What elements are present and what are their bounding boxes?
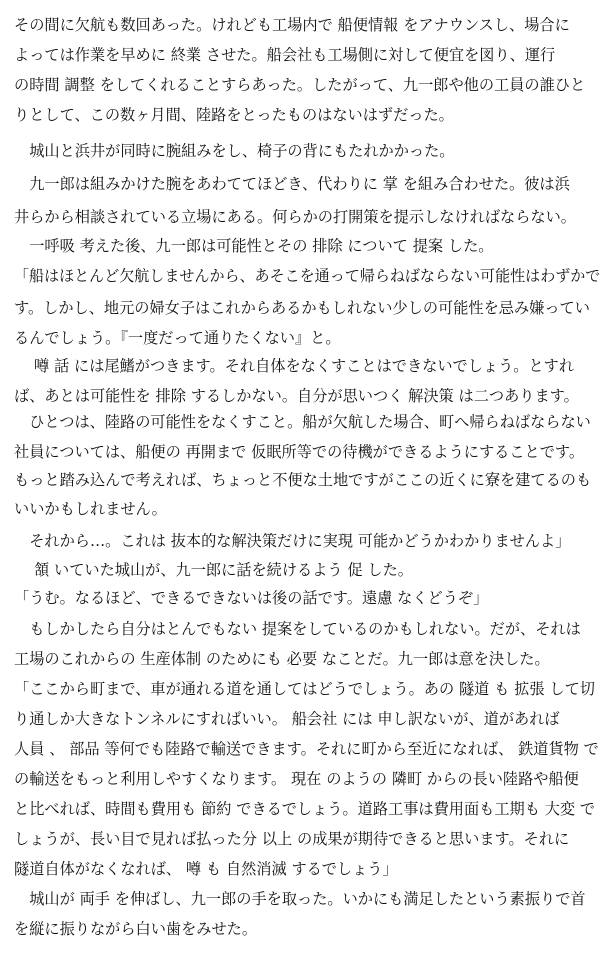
text-line: よっては作業を早めに 終業 させた。船会社も工場側に対して便宜を図り、運行 bbox=[14, 46, 556, 64]
text-line: ひとつは、陸路の可能性をなくすこと。船が欠航した場合、町へ帰らねばならない bbox=[14, 413, 591, 431]
text-line: 九一郎は組みかけた腕をあわててほどき、代わりに 掌 を組み合わせた。彼は浜 bbox=[14, 175, 570, 193]
text-line: り通しか大きなトンネルにすればいい。 船会社 には 申し訳ないが、道があれば bbox=[14, 710, 560, 728]
text-line: と比べれば、時間も費用も 節約 できるでしょう。道路工事は費用面も工期も 大変 で bbox=[14, 800, 596, 818]
text-line: す。しかし、地元の婦女子はこれからあるかもしれない少しの可能性を忌み嫌ってい bbox=[14, 299, 590, 317]
text-line: 工場のこれからの 生産体制 のためにも 必要 なことだ。九一郎は意を決した。 bbox=[14, 650, 550, 668]
text-line: るんでしょう。『一度だって通りたくない』と。 bbox=[14, 329, 341, 347]
text-line: それから…。これは 抜本的な解決策だけに実現 可能かどうかわかりませんよ」 bbox=[14, 532, 571, 550]
text-line: その間に欠航も数回あった。けれども工場内で 船便情報 をアナウンスし、場合に bbox=[14, 16, 570, 34]
text-line: ば、あとは可能性を 排除 するしかない。自分が思いつく 解決策 は二つあります。 bbox=[14, 387, 579, 405]
text-line: 噂 話 には尾鰭がつきます。それ自体をなくすことはできないでしょう。とすれ bbox=[14, 357, 575, 375]
text-line: を縦に振りながら白い歯をみせた。 bbox=[14, 920, 257, 938]
text-line: 一呼吸 考えた後、九一郎は可能性とその 排除 について 提案 した。 bbox=[14, 237, 494, 255]
text-line: 城山が 両手 を伸ばし、九一郎の手を取った。いかにも満足したという素振りで首 bbox=[14, 890, 586, 908]
text-line: の時間 調整 をしてくれることすらあった。したがって、九一郎や他の工員の誰ひと bbox=[14, 76, 586, 94]
text-line: 隧道自体がなくなれば、 噂 も 自然消滅 するでしょう」 bbox=[14, 860, 398, 878]
text-line: 城山と浜井が同時に腕組みをし、椅子の背にもたれかかった。 bbox=[14, 142, 455, 160]
text-line: 頷 いていた城山が、九一郎に話を続けるよう 促 した。 bbox=[14, 561, 413, 579]
text-line: しょうが、長い目で見れば払った分 以上 の成果が期待できると思います。それに bbox=[14, 830, 570, 848]
text-line: 人員 、 部品 等何でも陸路で輸送できます。それに町から至近になれば、 鉄道貨物 で bbox=[14, 740, 599, 758]
text-line: 井らから相談されている立場にある。何らかの打開策を提示しなければならない。 bbox=[14, 208, 576, 226]
novel-page bbox=[14, 4, 600, 964]
text-line: の輸送をもっと利用しやすくなります。 現在 のようの 隣町 からの長い陸路や船便 bbox=[14, 770, 579, 788]
text-line: りとして、この数ヶ月間、陸路をとったものはないはずだった。 bbox=[14, 106, 454, 124]
text-line: 「うむ。なるほど、できるできないは後の話です。遠慮 なくどうぞ」 bbox=[14, 589, 489, 607]
text-line: いいかもしれません。 bbox=[14, 500, 167, 518]
text-line: 「ここから町まで、車が通れる道を通してはどうでしょう。あの 隧道 も 拡張 して切 bbox=[14, 680, 595, 698]
text-line: 社員については、船便の 再開まで 仮眠所等での待機ができるようにすることです。 bbox=[14, 443, 585, 461]
text-line: もしかしたら自分はとんでもない 提案をしているのかもしれない。だが、それは bbox=[14, 620, 581, 638]
text-line: 「船はほとんど欠航しませんから、あそこを通って帰らねばならない可能性はわずかで bbox=[14, 267, 601, 285]
text-line: もっと踏み込んで考えれば、ちょっと不便な土地ですがここの近くに寮を建てるのも bbox=[14, 471, 592, 489]
